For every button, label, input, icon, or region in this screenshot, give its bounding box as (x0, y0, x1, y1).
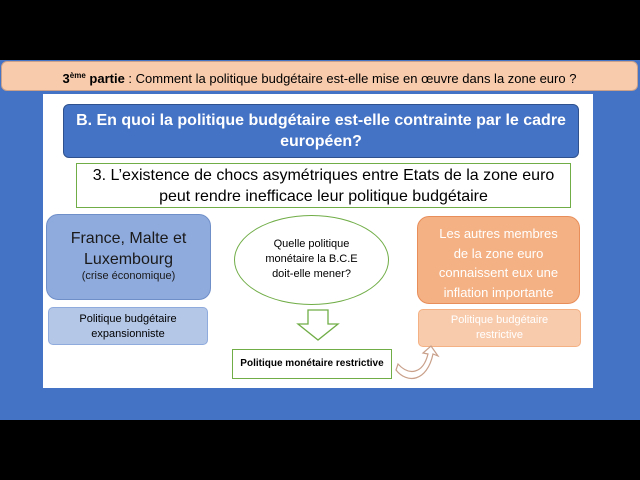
question-line-3: doit-elle mener? (272, 268, 351, 280)
right-line-4: inflation importante (443, 284, 554, 300)
right-policy-box (418, 309, 581, 347)
part-word: partie (89, 71, 125, 86)
left-line-2: Luxembourg (84, 251, 173, 268)
curved-arrow-icon (393, 344, 443, 384)
right-line-2: de la zone euro (453, 245, 544, 261)
title-line-1: B. En quoi la politique budgétaire est-elle contrainte par le cadre (76, 112, 566, 129)
subtitle-line-2: peut rendre inefficace leur politique budgétaire (159, 188, 488, 205)
right-policy-line-2: restrictive (475, 329, 524, 341)
part-sup: ème (69, 71, 86, 80)
down-arrow-icon (296, 309, 340, 341)
section-title (63, 104, 579, 158)
banner-question: : Comment la politique budgétaire est-elle mise en œuvre dans la zone euro ? (124, 71, 577, 86)
left-policy-box (48, 307, 208, 345)
left-policy-line-1: Politique budgétaire (79, 313, 177, 325)
left-note: (crise économique) (81, 270, 176, 282)
title-line-2: européen? (280, 133, 362, 150)
subtitle-line-1: 3. L’existence de chocs asymétriques entre Etats de la zone euro (92, 167, 555, 184)
right-line-3: connaissent eux une (438, 265, 559, 280)
left-policy-line-2: expansionniste (91, 328, 165, 340)
left-line-1: France, Malte et (70, 230, 187, 247)
left-countries-box (46, 214, 211, 300)
question-ellipse (234, 215, 389, 305)
question-line-1: Quelle politique (273, 238, 350, 250)
right-members-box (417, 216, 580, 304)
section-banner (1, 61, 638, 91)
right-line-1: Les autres membres (439, 226, 558, 241)
question-line-2: monétaire la B.C.E (265, 253, 358, 265)
right-policy-line-1: Politique budgétaire (450, 314, 549, 326)
part-number: 3 (62, 71, 70, 86)
subsection-title (76, 163, 571, 208)
monetary-policy-answer: Politique monétaire restrictive (232, 349, 392, 379)
